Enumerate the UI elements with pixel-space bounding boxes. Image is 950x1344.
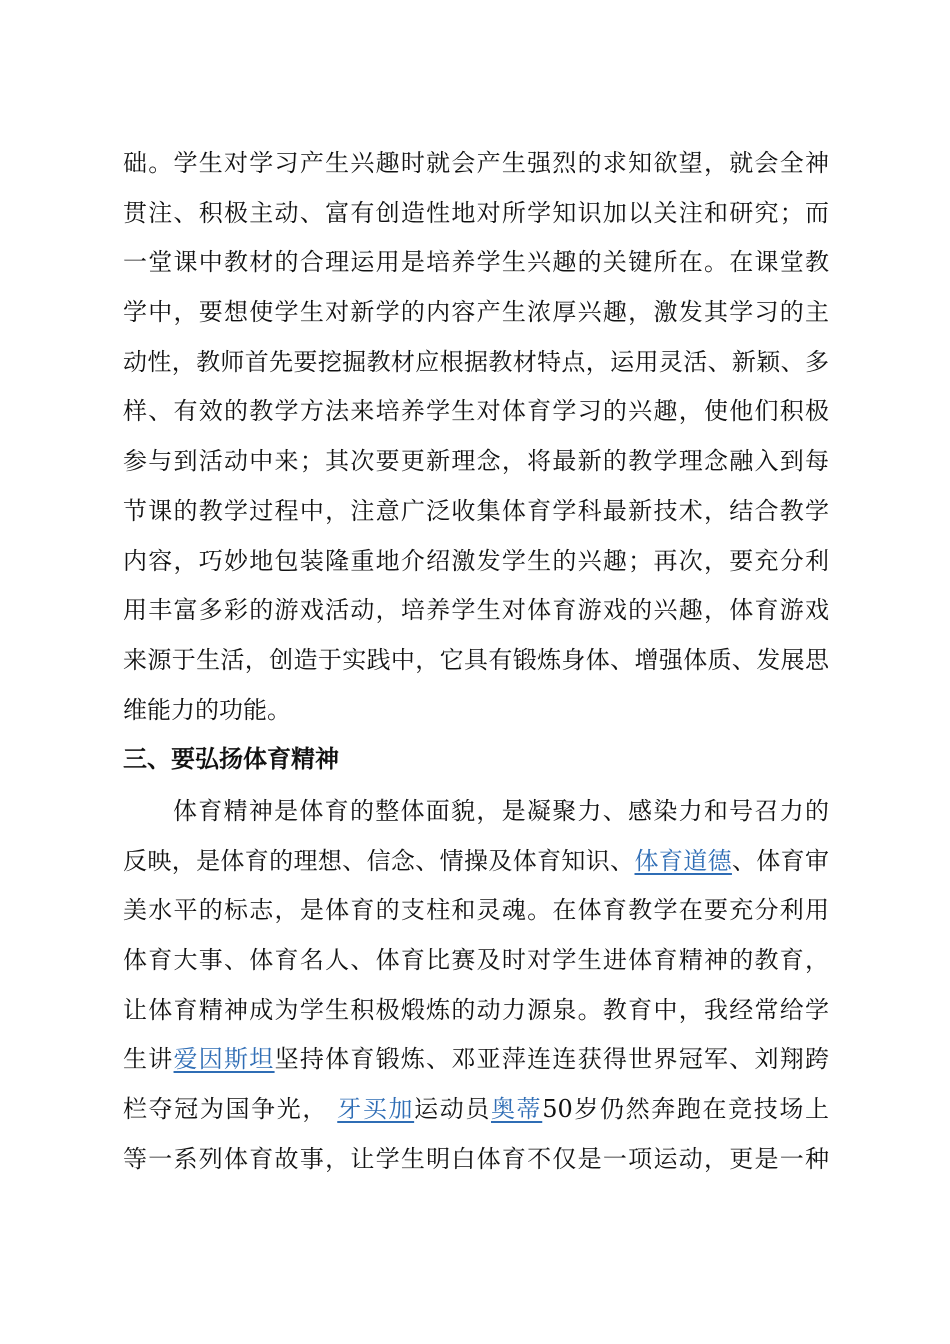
text-line: 参与到活动中来；其次要更新理念，将最新的教学理念融入到每	[123, 447, 829, 476]
link-jamaica[interactable]: 牙买加	[337, 1095, 415, 1124]
text-segment: 运动员	[414, 1095, 491, 1124]
body-paragraph-interest	[123, 139, 829, 735]
text-line	[123, 837, 829, 887]
text-line: 体育精神是体育的整体面貌，是凝聚力、感染力和号召力的	[173, 797, 829, 825]
text-line: 节课的教学过程中，注意广泛收集体育学科最新技术，结合教学	[123, 496, 829, 525]
text-line: 贯注、积极主动、富有创造性地对所学知识加以关注和研究；而	[123, 198, 829, 227]
text-line: 一堂课中教材的合理运用是培养学生兴趣的关键所在。在课堂教	[123, 248, 829, 277]
text-line: 内容，巧妙地包装隆重地介绍激发学生的兴趣；再次，要充分利	[123, 546, 829, 575]
text-line: 用丰富多彩的游戏活动，培养学生对体育游戏的兴趣，体育游戏	[123, 596, 829, 625]
text-segment: 反映，是体育的理想、信念、情操及体育知识、	[123, 846, 635, 875]
text-line	[123, 1085, 829, 1135]
link-ottey[interactable]: 奥蒂	[491, 1095, 543, 1124]
text-line: 学中，要想使学生对新学的内容产生浓厚兴趣，激发其学习的主	[123, 298, 829, 327]
text-line: 动性，教师首先要挖掘教材应根据教材特点，运用灵活、新颖、多	[123, 347, 829, 376]
text-line: 来源于生活，创造于实践中，它具有锻炼身体、增强体质、发展思	[123, 645, 829, 674]
text-line: 础。学生对学习产生兴趣时就会产生强烈的求知欲望，就会全神	[123, 149, 829, 177]
text-line: 体育大事、体育名人、体育比赛及时对学生进体育精神的教育，	[123, 946, 829, 975]
text-line: 等一系列体育故事，让学生明白体育不仅是一项运动，更是一种	[123, 1144, 829, 1173]
text-segment: 50岁仍然奔跑在竞技场上	[542, 1095, 830, 1124]
text-line	[123, 1035, 829, 1085]
text-segment: 坚持体育锻炼、邓亚萍连连获得世界冠军、刘翔跨	[274, 1045, 830, 1074]
link-einstein[interactable]: 爱因斯坦	[173, 1045, 275, 1074]
text-line: 让体育精神成为学生积极煅炼的动力源泉。教育中，我经常给学	[123, 995, 829, 1024]
text-segment: 、体育审	[731, 846, 830, 875]
text-line: 维能力的功能。	[123, 695, 291, 724]
text-segment: 生讲	[123, 1045, 174, 1074]
link-sports-ethics[interactable]: 体育道德	[634, 846, 732, 875]
body-paragraph-sports-spirit	[123, 787, 829, 1185]
text-line: 样、有效的教学方法来培养学生对体育学习的兴趣，使他们积极	[123, 397, 829, 426]
text-line: 美水平的标志，是体育的支柱和灵魂。在体育教学在要充分利用	[123, 896, 829, 925]
section-heading: 三、要弘扬体育精神	[123, 745, 339, 773]
text-segment: 栏夺冠为国争光，	[123, 1095, 328, 1124]
